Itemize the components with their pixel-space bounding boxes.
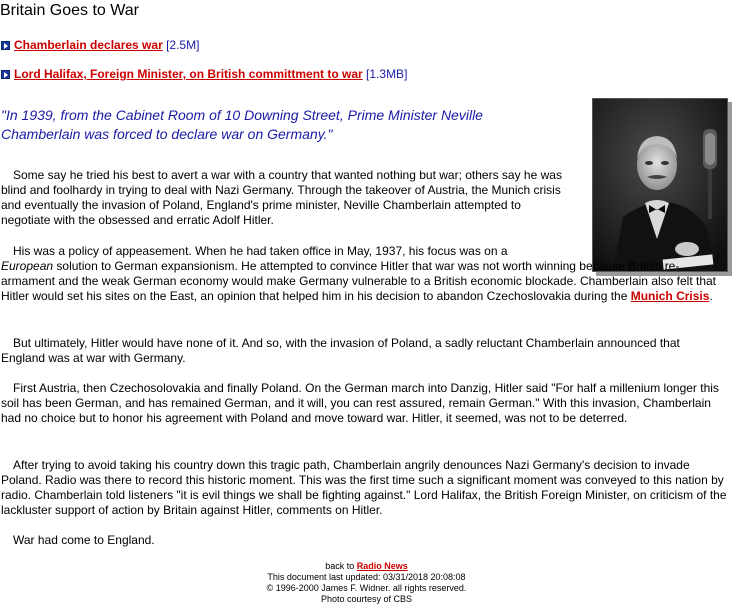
footer-updated: This document last updated: 03/31/2018 20:08:08 <box>267 572 466 582</box>
paragraph-2-top <box>1 244 566 259</box>
play-icon[interactable] <box>1 41 10 50</box>
chamberlain-portrait-image <box>593 99 727 271</box>
footer-back-line <box>0 561 733 572</box>
paragraph-5: After trying to avoid taking his country down this tragic path, Chamberlain angrily denounces Nazi Germany's decision to invade Poland. Radio was there to record this historic moment. This was the first time such a significant moment was conveyed to this nation by radio. Chamberlain told listeners "it is evil things we shall be fighting against." Lord Halifax, the British Foreign Minister, on criticism of the lackluster support of action by Britain against Hitler, comments on Hitler. <box>1 458 727 517</box>
paragraph-2-end: . <box>709 289 713 303</box>
audio-link-halifax <box>1 67 407 81</box>
file-size: [2.5M] <box>166 38 200 52</box>
lord-halifax-link[interactable]: Lord Halifax, Foreign Minister, on British committment to war <box>14 67 363 81</box>
paragraph-1: Some say he tried his best to avert a war with a country that wanted nothing but war; others say he was blind and foolhardy in trying to deal with Nazi Germany. Through the takeover of Austria, the Munich crisis and eventually the invasion of Poland, England's prime minister, Neville Chamberlain attempted to negotiate with the obsessed and erratic Adolf Hitler. <box>1 168 562 227</box>
footer-photo-credit: Photo courtesy of CBS <box>320 594 413 604</box>
chamberlain-photo <box>592 98 728 272</box>
footer <box>0 561 733 605</box>
paragraph-2 <box>1 259 721 304</box>
audio-link-chamberlain <box>1 38 199 52</box>
play-icon[interactable] <box>1 70 10 79</box>
pull-quote: "In 1939, from the Cabinet Room of 10 Downing Street, Prime Minister Neville Chamberlain was forced to declare war on Germany." <box>1 107 483 142</box>
footer-copyright: © 1996-2000 James F. Widner. all rights reserved. <box>266 583 467 593</box>
paragraph-6: War had come to England. <box>13 533 155 547</box>
paragraph-3: But ultimately, Hitler would have none of it. And so, with the invasion of Poland, a sadly reluctant Chamberlain announced that England was at war with Germany. <box>1 336 680 365</box>
file-size: [1.3MB] <box>366 67 408 81</box>
munich-crisis-link[interactable]: Munich Crisis <box>630 289 710 303</box>
paragraph-2-middle: solution to German expansionism. He attempted to convince Hitler that war was not worth winning because British re-armament and the weak German economy would make Germany vulnerable to a British economic blockade. Chamberlain also felt that Hitler would set his sites on the East, an opinion that helped him in his decision to abandon Czechoslovakia during the <box>1 259 717 303</box>
chamberlain-declares-war-link[interactable]: Chamberlain declares war <box>14 38 163 52</box>
page-title: Britain Goes to War <box>0 2 140 19</box>
paragraph-4: First Austria, then Czechosolovakia and finally Poland. On the German march into Danzig, Hitler said "For half a millenium longer this soil has been German, and has remained German, and it will, you can rest assured, remain German." With this invasion, Chamberlain had no choice but to honor his agreement with Poland and move toward war. Hitler, it seemed, was not to be deterred. <box>1 381 719 425</box>
radio-news-link[interactable]: Radio News <box>356 561 408 571</box>
paragraph-2-italic: European <box>1 259 54 273</box>
paragraph-2-text: His was a policy of appeasement. When he had taken office in May, 1937, his focus was on a <box>13 244 508 258</box>
footer-back-prefix: back to <box>325 561 355 571</box>
